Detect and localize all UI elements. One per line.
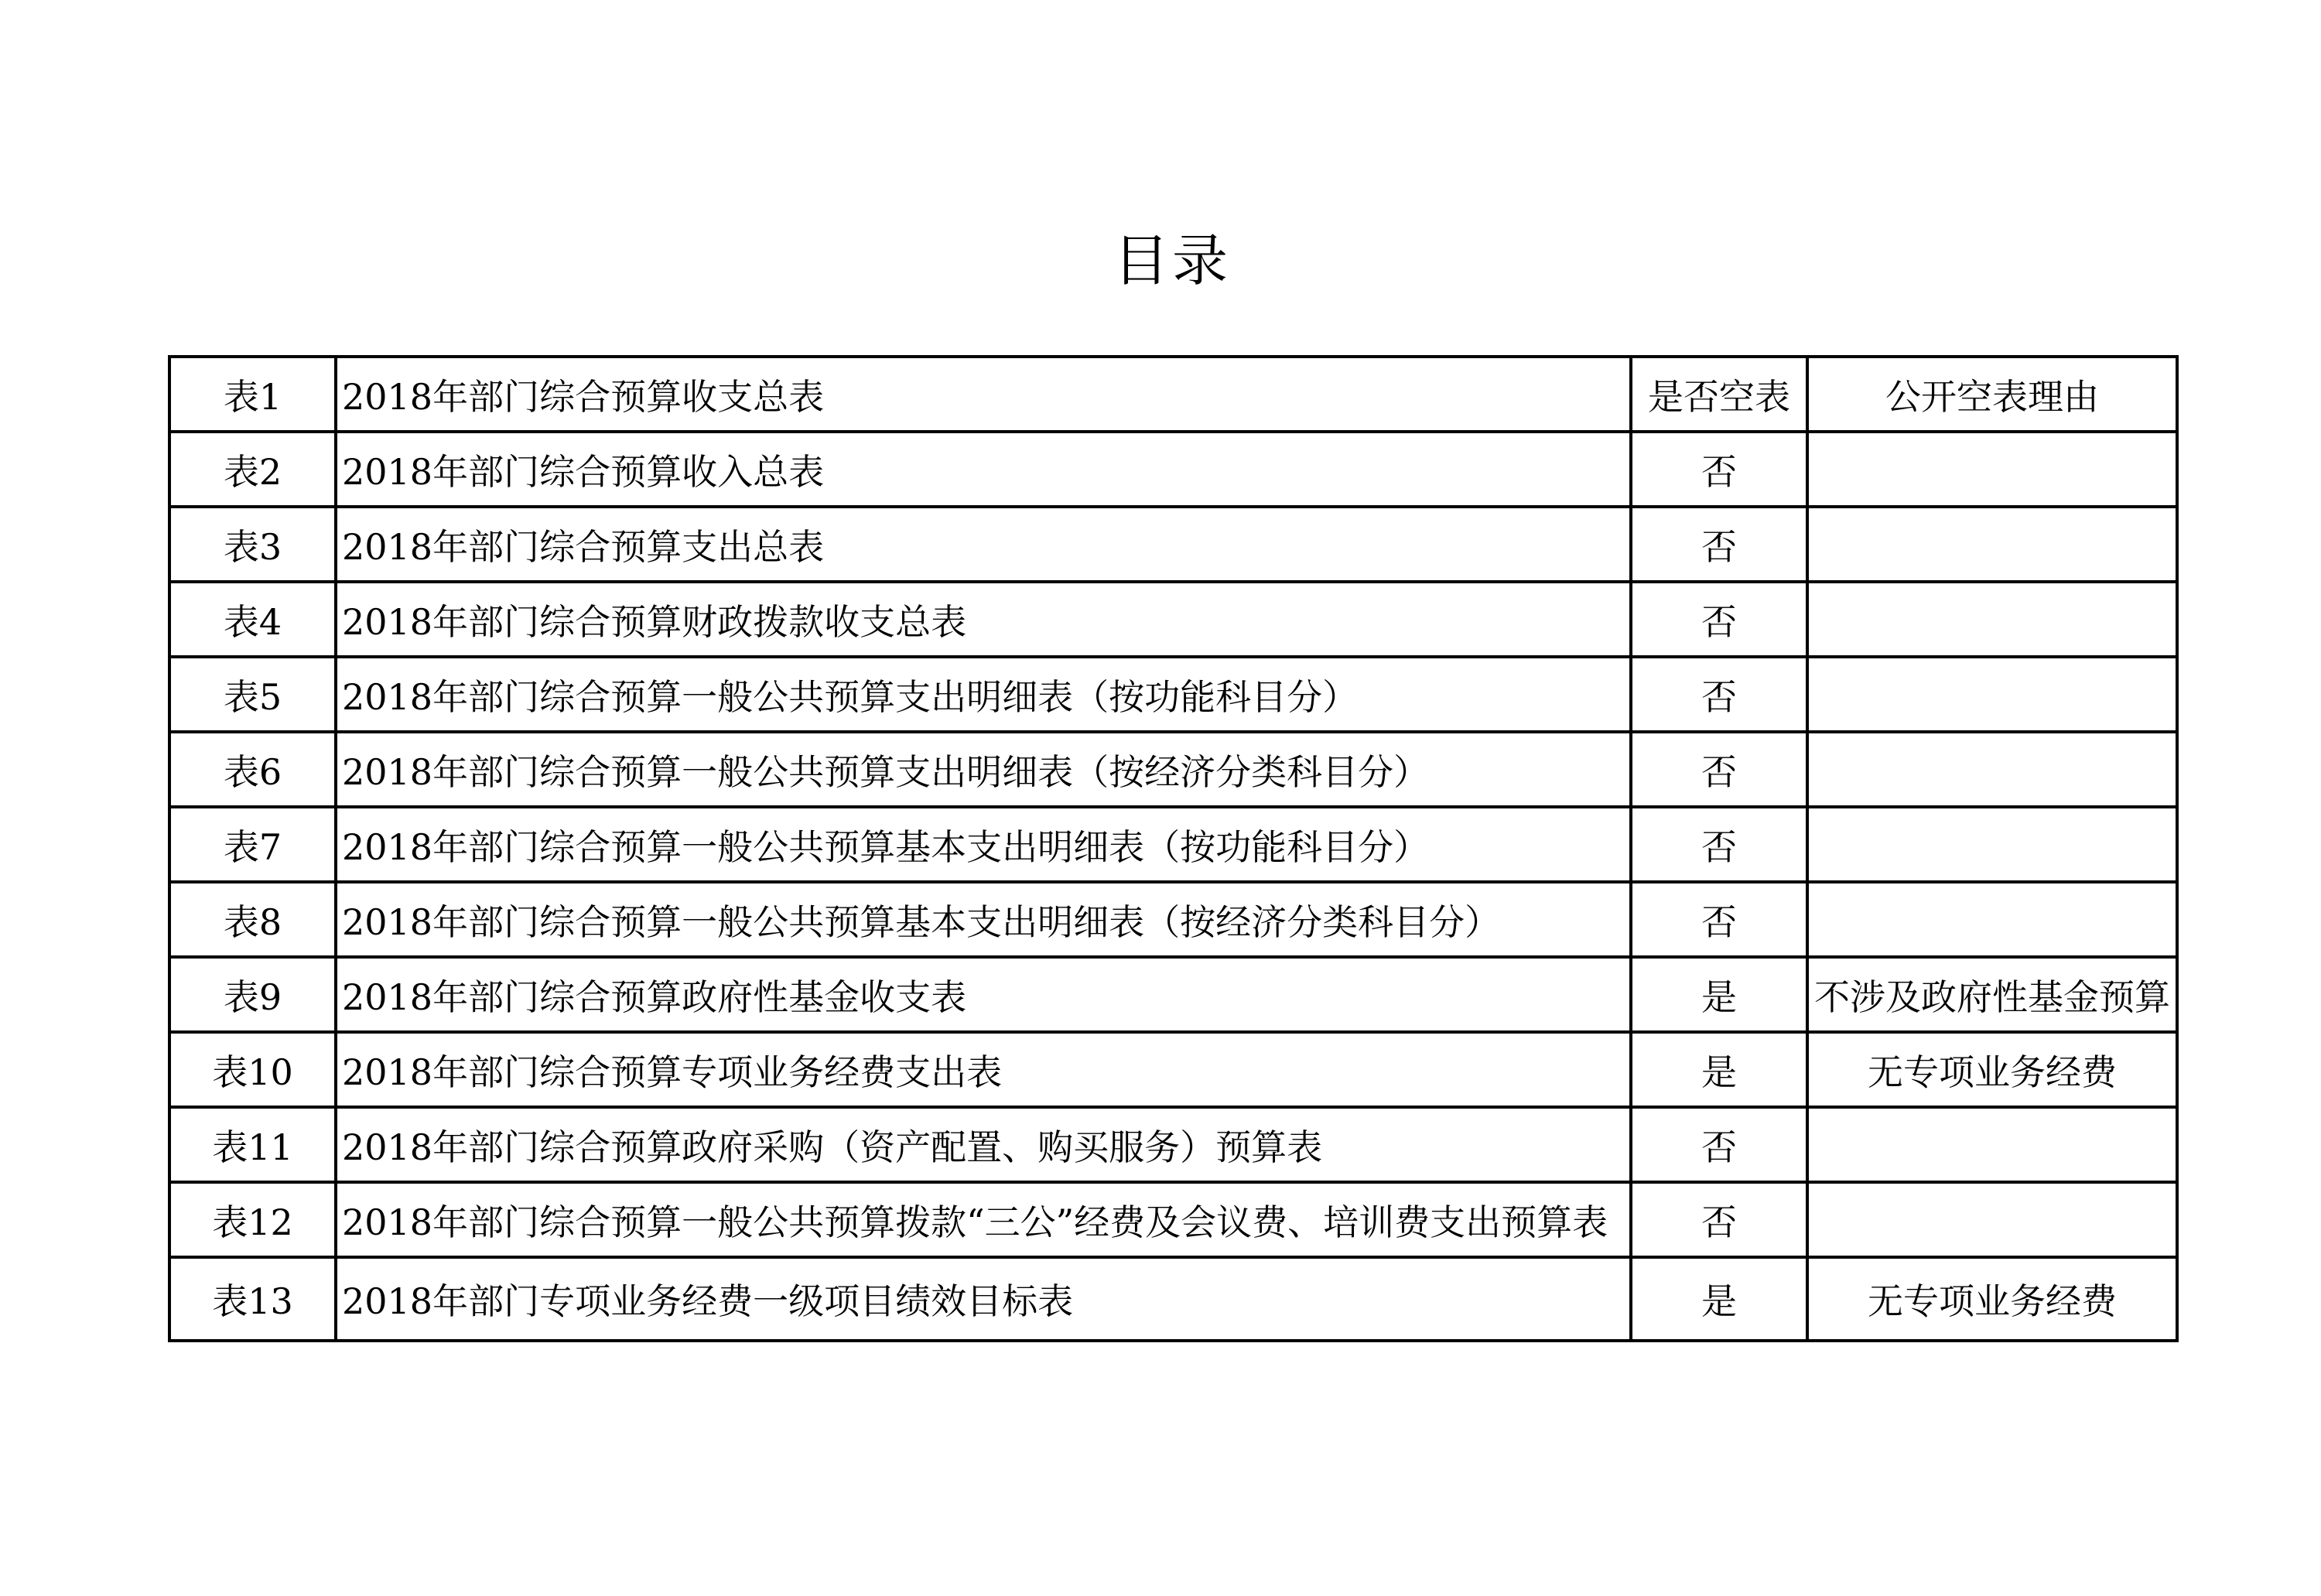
empty-table-column-header: 是否空表 — [1631, 357, 1807, 432]
table-name: 2018年部门综合预算一般公共预算基本支出明细表（按功能科目分） — [336, 807, 1631, 882]
empty-reason — [1807, 732, 2177, 807]
table-number: 表7 — [169, 807, 336, 882]
empty-reason — [1807, 882, 2177, 957]
table-number: 表4 — [169, 582, 336, 657]
is-empty-value: 是 — [1631, 1032, 1807, 1107]
table-row — [169, 957, 2177, 1032]
table-number: 表10 — [169, 1032, 336, 1107]
table-header-row — [169, 357, 2177, 432]
table-row — [169, 1257, 2177, 1341]
table-number: 表11 — [169, 1107, 336, 1182]
table-name: 2018年部门综合预算一般公共预算支出明细表（按功能科目分） — [336, 657, 1631, 732]
table-number: 表8 — [169, 882, 336, 957]
table-number: 表6 — [169, 732, 336, 807]
is-empty-value: 否 — [1631, 1182, 1807, 1257]
empty-reason — [1807, 657, 2177, 732]
is-empty-value: 是 — [1631, 1257, 1807, 1341]
table-number: 表1 — [169, 357, 336, 432]
empty-reason: 无专项业务经费 — [1807, 1032, 2177, 1107]
table-row — [169, 807, 2177, 882]
is-empty-value: 否 — [1631, 582, 1807, 657]
table-name: 2018年部门综合预算政府性基金收支表 — [336, 957, 1631, 1032]
table-row — [169, 1032, 2177, 1107]
table-row — [169, 732, 2177, 807]
table-name: 2018年部门综合预算一般公共预算基本支出明细表（按经济分类科目分） — [336, 882, 1631, 957]
table-name: 2018年部门综合预算政府采购（资产配置、购买服务）预算表 — [336, 1107, 1631, 1182]
table-name: 2018年部门综合预算收入总表 — [336, 432, 1631, 507]
empty-reason-column-header: 公开空表理由 — [1807, 357, 2177, 432]
table-number: 表13 — [169, 1257, 336, 1341]
table-number: 表3 — [169, 507, 336, 582]
is-empty-value: 否 — [1631, 432, 1807, 507]
table-row — [169, 657, 2177, 732]
empty-reason: 无专项业务经费 — [1807, 1257, 2177, 1341]
table-name: 2018年部门综合预算收支总表 — [336, 357, 1631, 432]
empty-reason — [1807, 582, 2177, 657]
table-name: 2018年部门综合预算财政拨款收支总表 — [336, 582, 1631, 657]
empty-reason — [1807, 1107, 2177, 1182]
empty-reason: 不涉及政府性基金预算 — [1807, 957, 2177, 1032]
table-row — [169, 582, 2177, 657]
is-empty-value: 否 — [1631, 732, 1807, 807]
is-empty-value: 否 — [1631, 882, 1807, 957]
is-empty-value: 否 — [1631, 657, 1807, 732]
toc-table — [168, 355, 2179, 1342]
table-name: 2018年部门综合预算一般公共预算拨款“三公”经费及会议费、培训费支出预算表 — [336, 1182, 1631, 1257]
empty-reason — [1807, 507, 2177, 582]
table-name: 2018年部门综合预算支出总表 — [336, 507, 1631, 582]
table-row — [169, 1182, 2177, 1257]
table-row — [169, 432, 2177, 507]
table-number: 表2 — [169, 432, 336, 507]
is-empty-value: 否 — [1631, 507, 1807, 582]
is-empty-value: 是 — [1631, 957, 1807, 1032]
empty-reason — [1807, 1182, 2177, 1257]
table-number: 表12 — [169, 1182, 336, 1257]
table-name: 2018年部门专项业务经费一级项目绩效目标表 — [336, 1257, 1631, 1341]
empty-reason — [1807, 432, 2177, 507]
table-row — [169, 1107, 2177, 1182]
is-empty-value: 否 — [1631, 1107, 1807, 1182]
table-row — [169, 882, 2177, 957]
table-row — [169, 507, 2177, 582]
page-title: 目录 — [1113, 228, 1231, 293]
table-name: 2018年部门综合预算一般公共预算支出明细表（按经济分类科目分） — [336, 732, 1631, 807]
is-empty-value: 否 — [1631, 807, 1807, 882]
table-number: 表5 — [169, 657, 336, 732]
table-name: 2018年部门综合预算专项业务经费支出表 — [336, 1032, 1631, 1107]
table-number: 表9 — [169, 957, 336, 1032]
empty-reason — [1807, 807, 2177, 882]
